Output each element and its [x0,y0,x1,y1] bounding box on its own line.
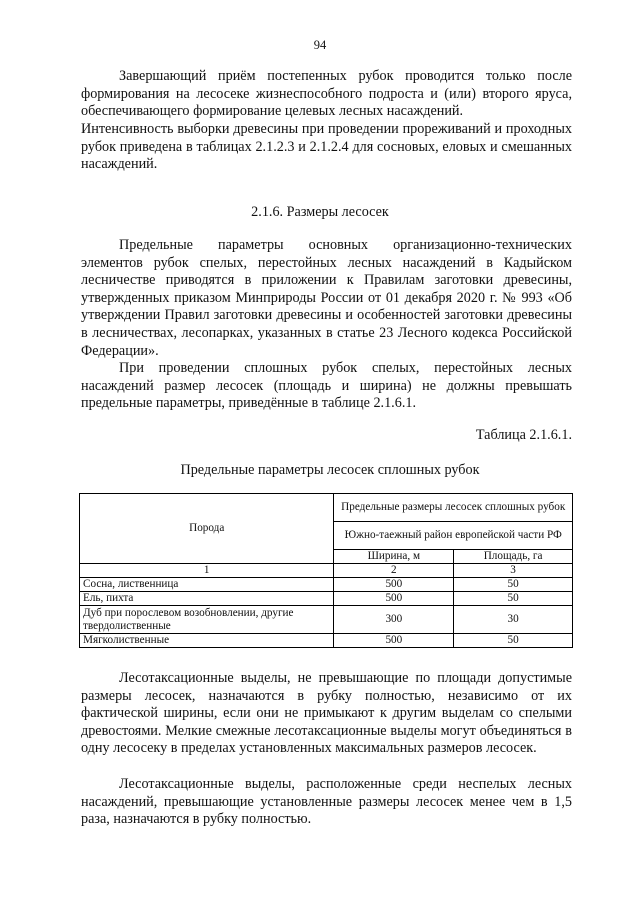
cell-width: 300 [334,606,454,634]
column-number: 3 [454,564,573,578]
cell-area: 30 [454,606,573,634]
cell-width: 500 [334,634,454,648]
header-limits: Предельные размеры лесосек сплошных рубок [334,494,573,522]
column-number: 1 [80,564,334,578]
header-area: Площадь, га [454,550,573,564]
page-number: 94 [313,38,327,52]
table-row [80,592,573,606]
header-region: Южно-таежный район европейской части РФ [334,522,573,550]
paragraph-final-cut: Завершающий приём постепенных рубок проводится только после формирования на лесосеке жизнеспособного подроста и (или) второго яруса, обеспечивающего формирование целевых лесных насаждений. [81,68,572,120]
cell-area: 50 [454,634,573,648]
paragraph-limit-parameters: Предельные параметры основных организационно-технических элементов рубок спелых, перестойных лесных насаждений в Кадыйском лесничестве приводятся в приложении к Правилам заготовки древесины, утвержденных приказом Минприроды России от 01 декабря 2020 г. № 993 «Об утверждении Правил заготовки древесины и особенностей заготовки древесины в лесничествах, лесопарках, указанных в статье 23 Лесного кодекса Российской Федерации». [81,237,572,359]
cell-area: 50 [454,592,573,606]
cell-area: 50 [454,578,573,592]
table-row [80,606,573,634]
table-row [80,578,573,592]
cell-species: Дуб при порослевом возобновлении, другие твердолиственные [80,606,334,634]
table-header-row-1 [80,494,573,522]
table-caption: Предельные параметры лесосек сплошных рубок [180,462,480,478]
paragraph-clear-cut-size: При проведении сплошных рубок спелых, перестойных лесных насаждений размер лесосек (площадь и ширина) не должны превышать предельные параметры, приведённые в таблице 2.1.6.1. [81,360,572,412]
header-species: Порода [80,494,334,564]
column-number: 2 [334,564,454,578]
table-number-row [80,564,573,578]
cell-species: Сосна, лиственница [80,578,334,592]
paragraph-among-young-stands: Лесотаксационные выделы, расположенные среди неспелых лесных насаждений, превышающие установленные размеры лесосек менее чем в 1,5 раза, назначаются в рубку полностью. [81,776,572,828]
paragraph-thinning-intensity: Интенсивность выборки древесины при проведении прореживаний и проходных рубок приведена в таблицах 2.1.2.3 и 2.1.2.4 для сосновых, еловых и смешанных насаждений. [81,121,572,173]
table-row [80,634,573,648]
cell-species: Ель, пихта [80,592,334,606]
cell-width: 500 [334,592,454,606]
cell-width: 500 [334,578,454,592]
cell-species: Мягколиственные [80,634,334,648]
paragraph-small-units: Лесотаксационные выделы, не превышающие по площади допустимые размеры лесосек, назначаются в рубку полностью, независимо от их фактической ширины, если они не примыкают к другим выделам со спелыми древостоями. Мелкие смежные лесотаксационные выделы могут объединяться в одну лесосеку в пределах установленных максимальных размеров лесосек. [81,670,572,757]
section-heading: 2.1.6. Размеры лесосек [251,204,389,220]
table-label: Таблица 2.1.6.1. [475,427,572,443]
header-width: Ширина, м [334,550,454,564]
limits-table [79,493,573,648]
